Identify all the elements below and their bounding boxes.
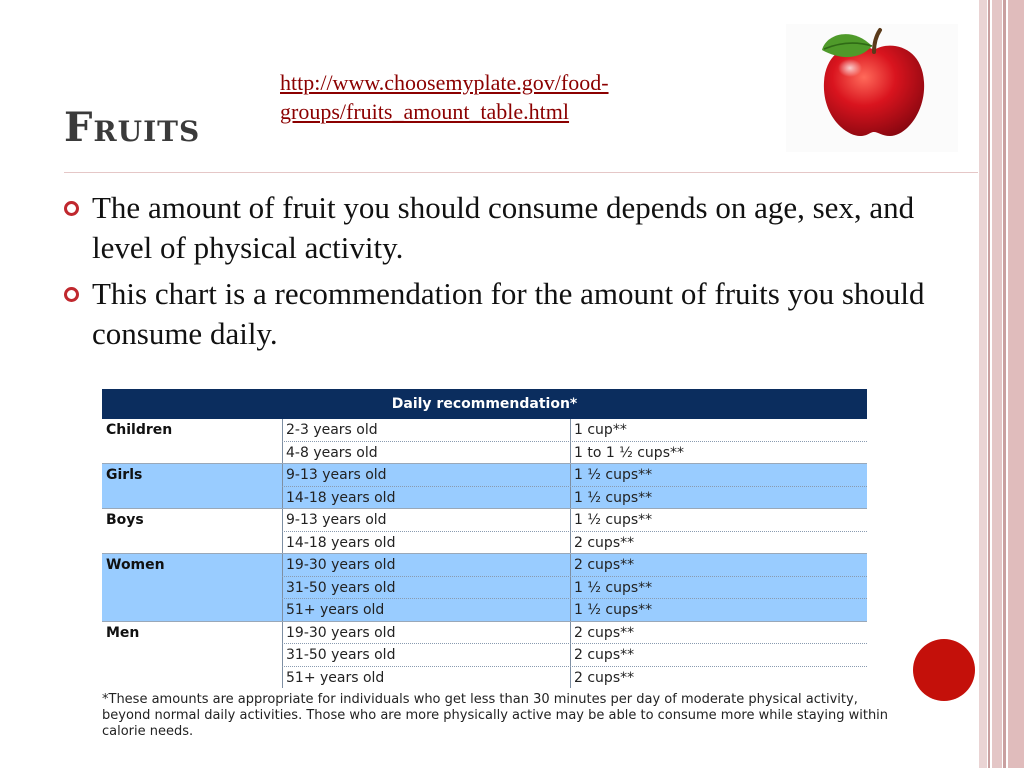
table-row <box>282 622 867 644</box>
age-cell: 19-30 years old <box>282 622 570 644</box>
amount-cell: 2 cups** <box>570 622 867 644</box>
age-cell: 51+ years old <box>282 599 570 621</box>
ring-bullet-icon <box>64 287 79 302</box>
table-row <box>282 531 867 554</box>
decor-stripe <box>988 0 990 768</box>
group-label: Children <box>106 422 173 438</box>
bullet-text: This chart is a recommendation for the amount of fruits you should consume daily. <box>92 276 925 351</box>
table-group-children <box>102 419 867 464</box>
age-cell: 14-18 years old <box>282 487 570 509</box>
table-row <box>282 419 867 441</box>
bullet-item <box>62 188 942 268</box>
amount-cell: 1 ½ cups** <box>570 487 867 509</box>
group-label: Men <box>106 624 140 641</box>
apple-image <box>786 24 958 152</box>
ring-bullet-icon <box>64 201 79 216</box>
decor-stripe <box>1008 0 1024 768</box>
table-row <box>282 643 867 666</box>
amount-cell: 1 to 1 ½ cups** <box>570 442 867 464</box>
group-label: Women <box>106 557 165 573</box>
slide-title: Fruits <box>64 104 201 151</box>
decor-stripe <box>979 0 987 768</box>
amount-cell: 2 cups** <box>570 667 867 689</box>
age-cell: 31-50 years old <box>282 577 570 599</box>
table-row <box>282 598 867 621</box>
bullet-text: The amount of fruit you should consume depends on age, sex, and level of physical activity. <box>92 190 915 265</box>
age-cell: 9-13 years old <box>282 464 570 486</box>
bullet-item <box>62 274 942 354</box>
group-label: Girls <box>106 467 143 483</box>
table-group-women <box>102 554 867 622</box>
table-group-girls <box>102 464 867 509</box>
age-cell: 19-30 years old <box>282 554 570 576</box>
table-footnote: *These amounts are appropriate for individuals who get less than 30 minutes per day of moderate physical activity, beyond normal daily activities. Those who are more physically active may be able to consume more while staying within calorie needs. <box>102 692 889 739</box>
age-cell: 9-13 years old <box>282 509 570 531</box>
decor-circle <box>913 639 975 701</box>
amount-cell: 2 cups** <box>570 532 867 554</box>
table-group-boys <box>102 509 867 554</box>
decor-stripe <box>992 0 1002 768</box>
table-row <box>282 486 867 509</box>
bullet-list <box>62 188 942 360</box>
amount-cell: 1 ½ cups** <box>570 464 867 486</box>
amount-cell: 2 cups** <box>570 644 867 666</box>
amount-cell: 1 ½ cups** <box>570 509 867 531</box>
group-label: Boys <box>106 512 144 528</box>
amount-cell: 1 ½ cups** <box>570 577 867 599</box>
table-header: Daily recommendation* <box>102 389 867 419</box>
amount-cell: 1 cup** <box>570 419 867 441</box>
source-link[interactable]: http://www.choosemyplate.gov/food-groups/fruits_amount_table.html <box>280 70 609 124</box>
title-divider <box>64 172 978 173</box>
table-row <box>282 464 867 486</box>
age-cell: 2-3 years old <box>282 419 570 441</box>
amount-cell: 2 cups** <box>570 554 867 576</box>
age-cell: 31-50 years old <box>282 644 570 666</box>
age-cell: 4-8 years old <box>282 442 570 464</box>
table-group-men <box>102 622 867 689</box>
table-row <box>282 576 867 599</box>
table-row <box>282 441 867 464</box>
age-cell: 51+ years old <box>282 667 570 689</box>
amount-cell: 1 ½ cups** <box>570 599 867 621</box>
apple-icon <box>786 24 958 152</box>
table-row <box>282 554 867 576</box>
recommendation-table <box>102 389 889 740</box>
age-cell: 14-18 years old <box>282 532 570 554</box>
table-row <box>282 666 867 689</box>
decor-stripe <box>1003 0 1006 768</box>
table-row <box>282 509 867 531</box>
